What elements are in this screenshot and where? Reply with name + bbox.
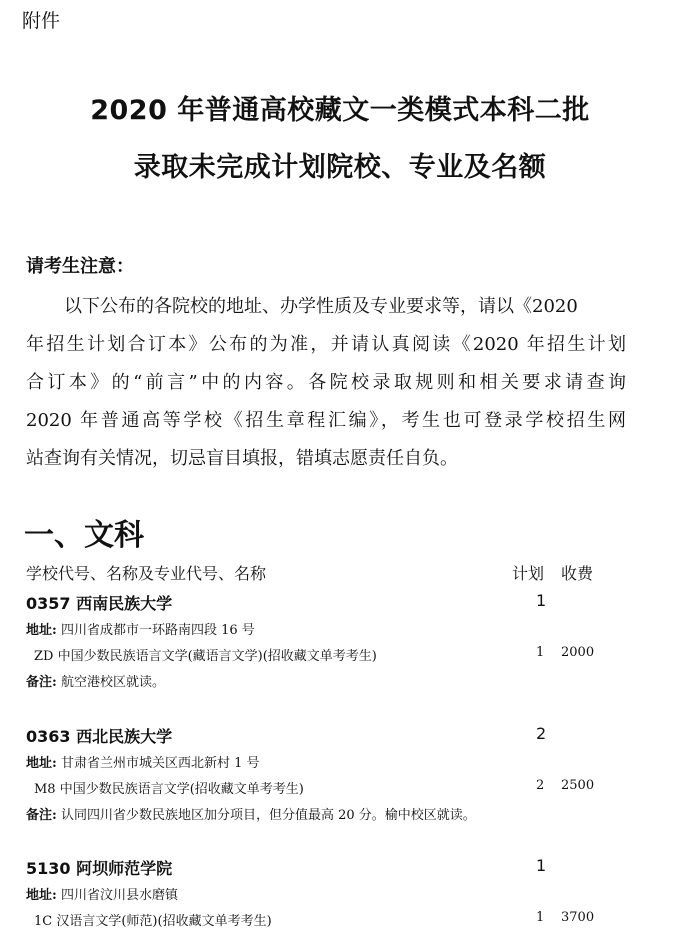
major-fee: 2000 <box>561 645 595 660</box>
major-fee: 3700 <box>561 910 595 925</box>
notice-line: 年招生计划合订本》公布的为准，并请认真阅读《2020 年招生计划 <box>26 334 626 355</box>
major-fee: 2500 <box>561 778 595 793</box>
section-title: 一、文科 <box>24 518 144 553</box>
major-name: M8 中国少数民族语言文学(招收藏文单考考生) <box>34 782 304 797</box>
notice-line: 2020 年普通高等学校《招生章程汇编》，考生也可登录学校招生网 <box>26 410 626 431</box>
school-note <box>26 804 476 823</box>
note-label: 备注: <box>26 675 57 690</box>
school-code-name: 0363 西北民族大学 <box>26 727 173 746</box>
notice-line: 合订本》的“前言”中的内容。各院校录取规则和相关要求请查询 <box>26 372 626 393</box>
school-address <box>26 619 255 638</box>
note-text: 认同四川省少数民族地区加分项目，但分值最高 20 分。榆中校区就读。 <box>60 808 476 823</box>
note-text: 航空港校区就读。 <box>60 675 165 690</box>
school-address <box>26 884 178 903</box>
document-title-line-1: 2020 年普通高校藏文一类模式本科二批 <box>90 95 590 126</box>
attachment-label: 附件 <box>22 10 61 32</box>
notice-line: 站查询有关情况，切忌盲目填报，错填志愿责任自负。 <box>26 448 458 469</box>
table-header-plan: 计划 <box>512 564 545 583</box>
address-label: 地址: <box>26 756 57 771</box>
address-text: 四川省汶川县水磨镇 <box>60 888 178 903</box>
school-plan: 1 <box>536 591 547 610</box>
notice-heading: 请考生注意： <box>26 256 134 277</box>
major-plan: 1 <box>536 910 545 925</box>
school-note <box>26 671 165 690</box>
notice-line: 以下公布的各院校的地址、办学性质及专业要求等，请以《2020 <box>64 296 578 317</box>
document-title-line-2: 录取未完成计划院校、专业及名额 <box>133 152 547 183</box>
table-header-name: 学校代号、名称及专业代号、名称 <box>26 564 267 583</box>
school-address <box>26 752 260 771</box>
address-text: 甘肃省兰州市城关区西北新村 1 号 <box>60 756 260 771</box>
address-text: 四川省成都市一环路南四段 16 号 <box>60 623 255 638</box>
note-label: 备注: <box>26 808 57 823</box>
school-plan: 2 <box>536 724 547 743</box>
major-plan: 1 <box>536 645 545 660</box>
major-name: 1C 汉语言文学(师范)(招收藏文单考考生) <box>34 914 272 929</box>
major-name: ZD 中国少数民族语言文学(藏语言文学)(招收藏文单考考生) <box>34 649 377 664</box>
table-header-fee: 收费 <box>561 564 594 583</box>
school-plan: 1 <box>536 856 547 875</box>
major-plan: 2 <box>536 778 545 793</box>
address-label: 地址: <box>26 623 57 638</box>
address-label: 地址: <box>26 888 57 903</box>
school-code-name: 0357 西南民族大学 <box>26 594 173 613</box>
school-code-name: 5130 阿坝师范学院 <box>26 859 173 878</box>
